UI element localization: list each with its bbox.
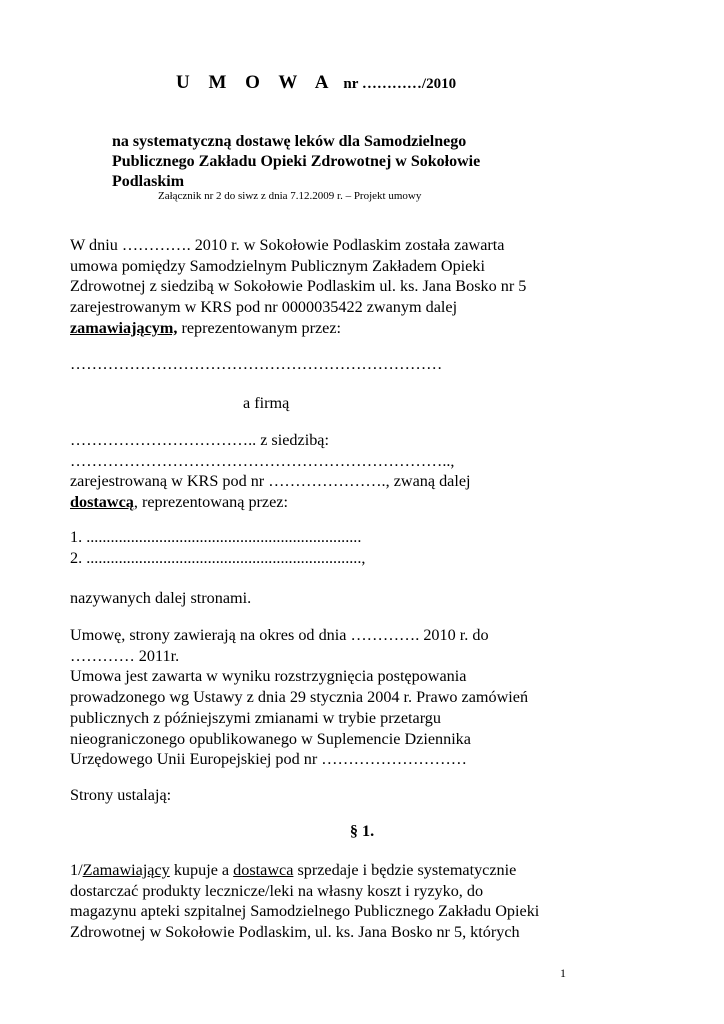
subject-line: Publicznego Zakładu Opieki Zdrowotnej w Sokołowie xyxy=(112,153,481,170)
ordering-party-term: Zamawiający xyxy=(82,861,170,879)
subject-line: Podlaskim xyxy=(112,173,185,190)
section-heading: § 1. xyxy=(349,822,375,840)
title-word: U M O W A xyxy=(176,72,336,93)
attachment-note: Załącznik nr 2 do siwz z dnia 7.12.2009 r. – Projekt umowy xyxy=(158,190,422,202)
intro-line xyxy=(70,318,526,339)
page-number: 1 xyxy=(560,966,566,980)
supplier-term: dostawcą xyxy=(70,493,134,512)
representative-line: …………………………………………………………… xyxy=(70,355,443,373)
sells-text: sprzedaje i będzie systematycznie xyxy=(293,861,517,879)
intro-line: zarejestrowanym w KRS pod nr 0000035422 zwanym dalej xyxy=(70,298,458,317)
signatory-line: 1. .................................................................... xyxy=(70,528,362,546)
term-line: Umowa jest zawarta w wyniku rozstrzygnięcia postępowania xyxy=(70,667,467,686)
supplier-term: dostawca xyxy=(233,861,294,879)
document-title xyxy=(176,72,456,94)
term-line: ………… 2011r. xyxy=(70,646,180,665)
intro-line: umowa pomiędzy Samodzielnym Publicznym Zakładem Opieki xyxy=(70,256,485,275)
represented-by-text: reprezentowanym przez: xyxy=(177,318,342,337)
buys-text: kupuje a xyxy=(169,861,234,879)
intro-line: W dniu …………. 2010 r. w Sokołowie Podlaskim została zawarta xyxy=(70,236,505,254)
subject-line: na systematyczną dostawę leków dla Samodzielnego xyxy=(112,133,467,150)
contract-number: nr …………/2010 xyxy=(343,76,457,92)
company-line: …………………………….. z siedzibą: xyxy=(70,431,329,449)
ordering-party-term: zamawiającym, xyxy=(70,318,178,337)
and-company-label: a firmą xyxy=(243,394,290,412)
company-line: zarejestrowaną w KRS pod nr …………………., zwaną dalej xyxy=(70,472,471,491)
company-line: …………………………………………………………….., xyxy=(70,451,455,470)
section1-line: dostarczać produkty lecznicze/leki na własny koszt i ryzyko, do xyxy=(70,881,484,900)
section1-paragraph xyxy=(70,860,539,943)
term-line: Urzędowego Unii Europejskiej pod nr ……………………… xyxy=(70,750,467,769)
company-paragraph xyxy=(70,430,471,513)
intro-line: Zdrowotnej z siedzibą w Sokołowie Podlaskim ul. ks. Jana Bosko nr 5 xyxy=(70,277,527,296)
paragraph-number: 1/ xyxy=(70,861,83,879)
intro-paragraph xyxy=(70,235,526,339)
section1-line xyxy=(70,860,539,881)
term-line: nieograniczonego opublikowanego w Suplemencie Dziennika xyxy=(70,729,471,748)
parties-agree: Strony ustalają: xyxy=(70,786,172,804)
term-paragraph xyxy=(70,625,528,770)
section1-line: Zdrowotnej w Sokołowie Podlaskim, ul. ks. Jana Bosko nr 5, których xyxy=(70,923,520,942)
signatory-line: 2. ...................................................................., xyxy=(70,548,366,567)
contract-subject xyxy=(112,132,480,192)
term-line: prowadzonego wg Ustawy z dnia 29 stycznia 2004 r. Prawo zamówień xyxy=(70,688,529,707)
represented-by-text: , reprezentowaną przez: xyxy=(133,493,288,512)
section1-line: magazynu apteki szpitalnej Samodzielnego Publicznego Zakładu Opieki xyxy=(70,902,540,921)
signatories-list xyxy=(70,527,365,568)
parties-note: nazywanych dalej stronami. xyxy=(70,589,252,607)
company-line xyxy=(70,492,471,513)
term-line: publicznych z późniejszymi zmianami w trybie przetargu xyxy=(70,708,441,727)
term-line: Umowę, strony zawierają na okres od dnia …………. 2010 r. do xyxy=(70,626,489,644)
